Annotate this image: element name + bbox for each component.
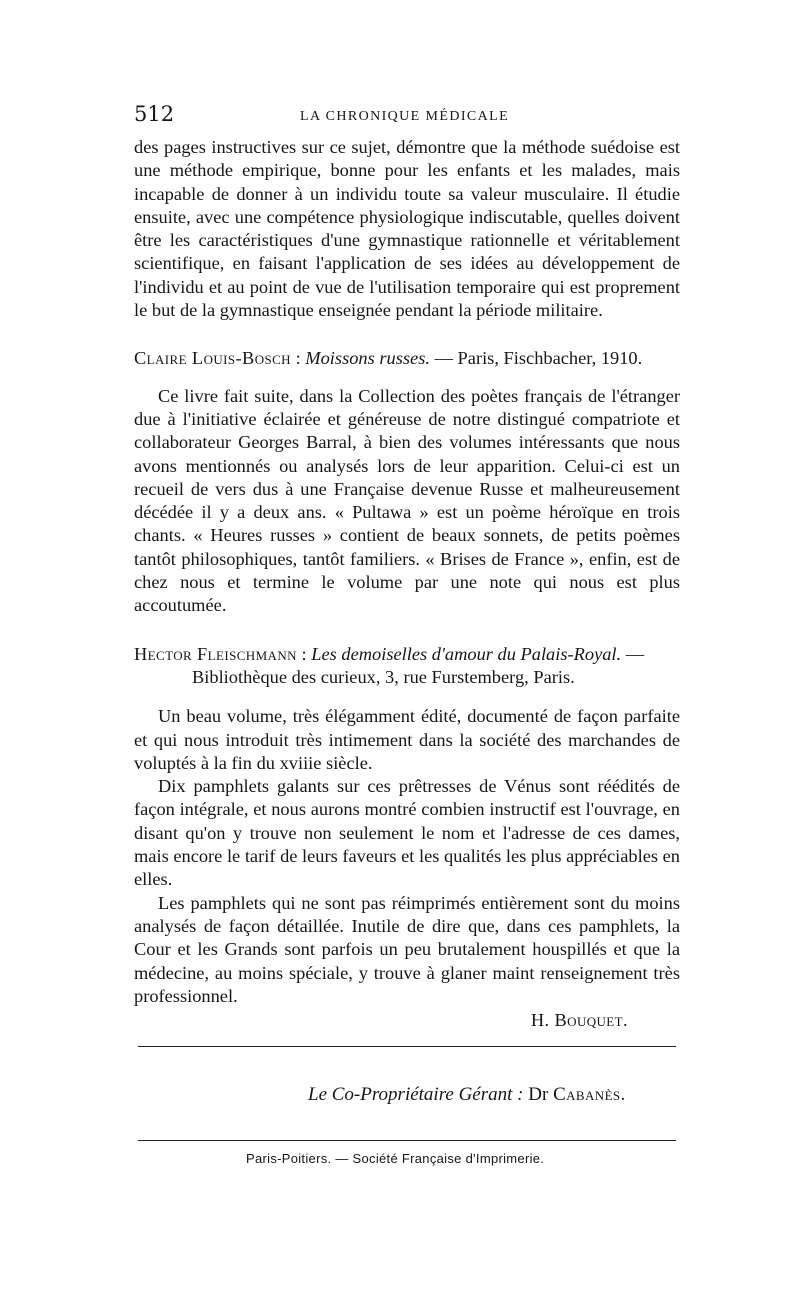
review-body-2-para-1: Un beau volume, très élégamment édité, documenté de façon parfaite et qui nous introduit très intimement dans la société des marchandes de voluptés à la fin du xviiie siècle. xyxy=(134,706,680,773)
continuation-paragraph: des pages instructives sur ce sujet, démontre que la méthode suédoise est une méthode empirique, bonne pour les enfants et les malades, mais incapable de donner à un individu toute sa valeur musculaire. Il étudie ensuite, avec une compétence physiologique indiscutable, quelles doivent être les caractéristiques d'une gymnastique rationnelle et véritablement scientifique, en faisant l'application de ses idées au développement de l'individu et au point de vue de l'utilisation temporaire qui est proprement le but de la gymnastique enseignée pendant la période militaire. xyxy=(134,137,680,321)
gerant-name: Cabanès. xyxy=(553,1084,626,1105)
page-number: 512 xyxy=(134,102,175,126)
gerant-title: Dr xyxy=(528,1084,549,1105)
review-body-1: Ce livre fait suite, dans la Collection des poètes français de l'étranger due à l'initiative éclairée et généreuse de notre distingué compatriote et collaborateur Georges Barral, à bien des volumes intéressants que nous avons mentionnés ou analysés lors de leur apparition. Celui-ci est un recueil de vers dus à une Française devenue Russe et malheureusement décédée il y a deux ans. « Pultawa » est un poème héroïque en trois chants. « Heures russes » contient de beaux sonnets, de petits poèmes tantôt philosophiques, tantôt familiers. « Brises de France », enfin, est de chez nous et termine le volume par une note qui nous est plus accoutumée. xyxy=(134,385,680,616)
review-heading-2 xyxy=(134,643,680,666)
review-separator: : xyxy=(290,348,306,369)
review-book-title: Les demoiselles d'amour du Palais-Royal. xyxy=(311,643,622,664)
review-body-2-para-2: Dix pamphlets galants sur ces prêtresses de Vénus sont réédités de façon intégrale, et nous aurons montré combien instructif est l'ouvrage, en disant qu'on y trouve non seulement le nom et l'adresse de ces dames, mais encore le tarif de leurs faveurs et les qualités les plus appréciables en elles. xyxy=(134,776,680,890)
review-imprint-line: Bibliothèque des curieux, 3, rue Furstemberg, Paris. xyxy=(192,666,575,687)
rule-top xyxy=(138,1046,676,1047)
running-head: LA CHRONIQUE MÉDICALE xyxy=(300,109,510,124)
gerant-label: Le Co-Propriétaire Gérant : xyxy=(308,1084,524,1105)
review-author: Claire Louis-Bosch xyxy=(134,348,291,369)
rule-bottom xyxy=(138,1140,676,1141)
review-book-title: Moissons russes. xyxy=(305,348,430,369)
review-author: Hector Fleischmann xyxy=(134,643,297,664)
page-body xyxy=(134,100,680,1031)
review-body-2-para-3: Les pamphlets qui ne sont pas réimprimés entièrement sont du moins analysés de façon détaillée. Inutile de dire que, dans ces pamphlets, la Cour et les Grands sont parfois un peu brutalement houspillés et que la médecine, au moins spéciale, y trouve à glaner maint renseignement très professionnel. xyxy=(134,892,680,1006)
printer-imprint: Paris-Poitiers. — Société Française d'Imprimerie. xyxy=(246,1151,545,1166)
review-dash: — xyxy=(621,643,645,664)
review-heading-1 xyxy=(134,347,680,370)
page-header xyxy=(134,100,680,136)
review-separator: : xyxy=(296,643,312,664)
review-imprint: — Paris, Fischbacher, 1910. xyxy=(429,348,643,369)
signature xyxy=(134,1010,680,1031)
signature-name: H. Bouquet. xyxy=(530,1010,628,1031)
gerant-line xyxy=(308,1084,626,1106)
